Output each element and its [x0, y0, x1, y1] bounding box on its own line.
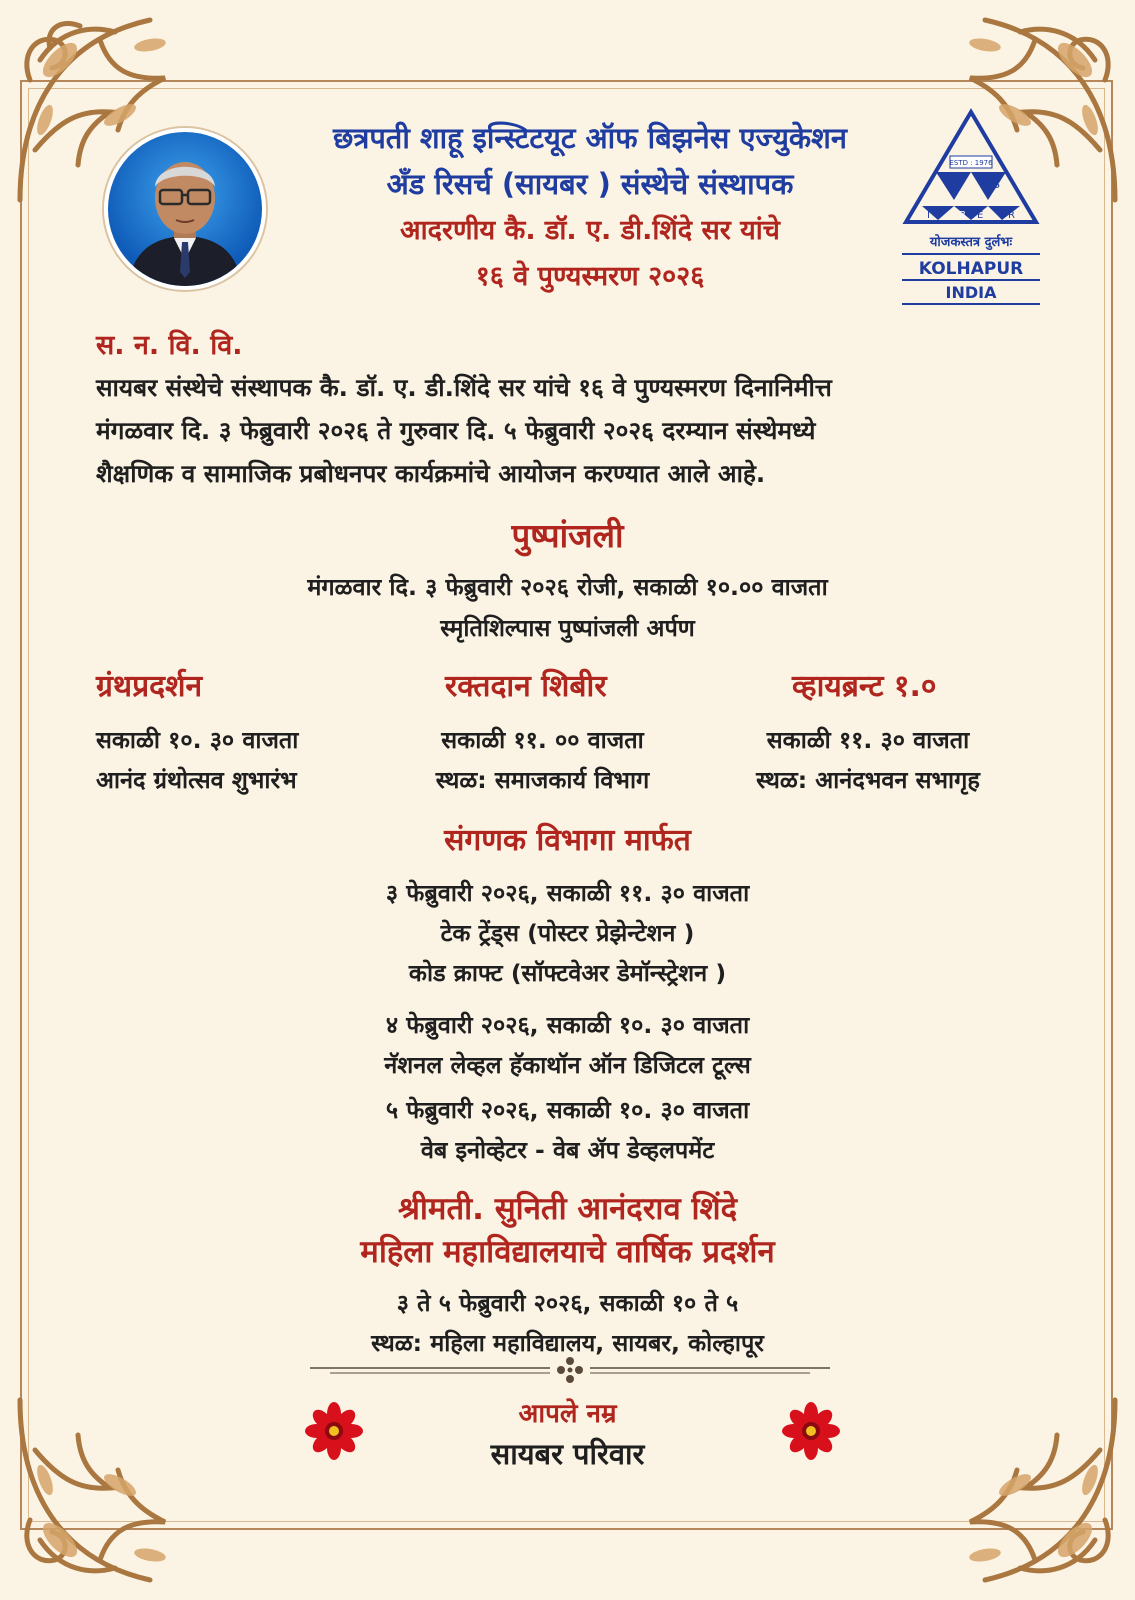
logo-estd: ESTD : 1976 [949, 159, 993, 167]
event-3-title: व्हायब्रन्ट १.० [792, 669, 937, 704]
computer-day1-date: ३ फेब्रुवारी २०२६, सकाळी ११. ३० वाजता [385, 879, 750, 907]
header-line-1: छत्रपती शाहू इन्स्टिटयूट ऑफ बिझनेस एज्युकेशन [332, 121, 848, 155]
header-line-2: अँड रिसर्च (सायबर ) संस्थेचे संस्थापक [386, 167, 794, 201]
logo-letter-e: E [977, 210, 984, 221]
event-1-place: आनंद ग्रंथोत्सव शुभारंभ [96, 766, 297, 794]
header-line-3: आदरणीय कै. डॉ. ए. डी.शिंदे सर यांचे [400, 215, 780, 246]
event-2-title: रक्तदान शिबीर [445, 669, 607, 704]
women-title-2: महिला महाविद्यालयाचे वार्षिक प्रदर्शन [360, 1234, 775, 1270]
computer-day2-item1: नॅशनल लेव्हल हॅकाथॉन ऑन डिजिटल टूल्स [384, 1051, 751, 1079]
logo-city: KOLHAPUR [918, 259, 1024, 279]
closing-line-1: आपले नम्र [518, 1399, 617, 1429]
pushpanjali-title: पुष्पांजली [511, 516, 624, 555]
logo-letter-i: I [927, 210, 930, 221]
women-date: ३ ते ५ फेब्रुवारी २०२६, सकाळी १० ते ५ [396, 1289, 739, 1317]
women-title-1: श्रीमती. सुनिती आनंदराव शिंदे [397, 1191, 738, 1227]
intro-line-1: सायबर संस्थेचे संस्थापक कै. डॉ. ए. डी.शिंदे सर यांचे १६ वे पुण्यस्मरण दिनानिमीत्त [96, 373, 832, 402]
logo-letter-b: B [959, 210, 966, 221]
event-1-details [96, 720, 298, 800]
pushpanjali-line-2: स्मृतिशिल्पास पुष्पांजली अर्पण [440, 614, 695, 642]
computer-day3-date: ५ फेब्रुवारी २०२६, सकाळी १०. ३० वाजता [385, 1096, 750, 1124]
intro-paragraph [96, 366, 1044, 495]
computer-day2-date: ४ फेब्रुवारी २०२६, सकाळी १०. ३० वाजता [385, 1011, 750, 1039]
divider-ornament-icon [310, 1355, 830, 1385]
event-1-title: ग्रंथप्रदर्शन [96, 669, 203, 704]
logo-motto: योजकस्तत्र दुर्लभः [929, 235, 1013, 250]
event-3-place: स्थळ: आनंदभवन सभागृह [756, 766, 980, 794]
event-2-time: सकाळी ११. ०० वाजता [441, 726, 644, 754]
computer-day3-item1: वेब इनोव्हेटर - वेब ॲप डेव्हलपमेंट [420, 1136, 715, 1164]
event-3-time: सकाळी ११. ३० वाजता [766, 726, 970, 754]
event-2-place: स्थळ: समाजकार्य विभाग [435, 766, 650, 794]
logo-letter-r: R [1008, 210, 1015, 221]
closing-line-2: सायबर परिवार [490, 1437, 645, 1471]
intro-line-3: शैक्षणिक व सामाजिक प्रबोधनपर कार्यक्रमांचे आयोजन करण्यात आले आहे. [96, 459, 766, 488]
logo-letter-c: C [944, 178, 952, 191]
women-place: स्थळ: महिला महाविद्यालय, सायबर, कोल्हापूर [371, 1329, 764, 1357]
header-line-4: १६ वे पुण्यस्मरण २०२६ [475, 261, 705, 292]
logo-letter-s: S [993, 178, 1000, 191]
computer-day1-item2: कोड क्राफ्ट (सॉफ्टवेअर डेमॉन्स्ट्रेशन ) [408, 959, 727, 987]
computer-day1-item1: टेक ट्रेंड्स (पोस्टर प्रेझेन्टेशन ) [440, 919, 695, 947]
event-2-details [400, 720, 685, 800]
logo-country: INDIA [945, 283, 997, 302]
pushpanjali-line-1: मंगळवार दि. ३ फेब्रुवारी २०२६ रोजी, सकाळी १०.०० वाजता [307, 573, 828, 601]
computer-title: संगणक विभागा मार्फत [444, 823, 691, 858]
greeting: स. न. वि. वि. [96, 330, 243, 361]
founder-portrait [104, 128, 266, 290]
event-3-details [718, 720, 1018, 800]
event-1-time: सकाळी १०. ३० वाजता [96, 726, 299, 754]
intro-line-2: मंगळवार दि. ३ फेब्रुवारी २०२६ ते गुरुवार दि. ५ फेब्रुवारी २०२६ दरम्यान संस्थेमध्ये [96, 416, 816, 445]
